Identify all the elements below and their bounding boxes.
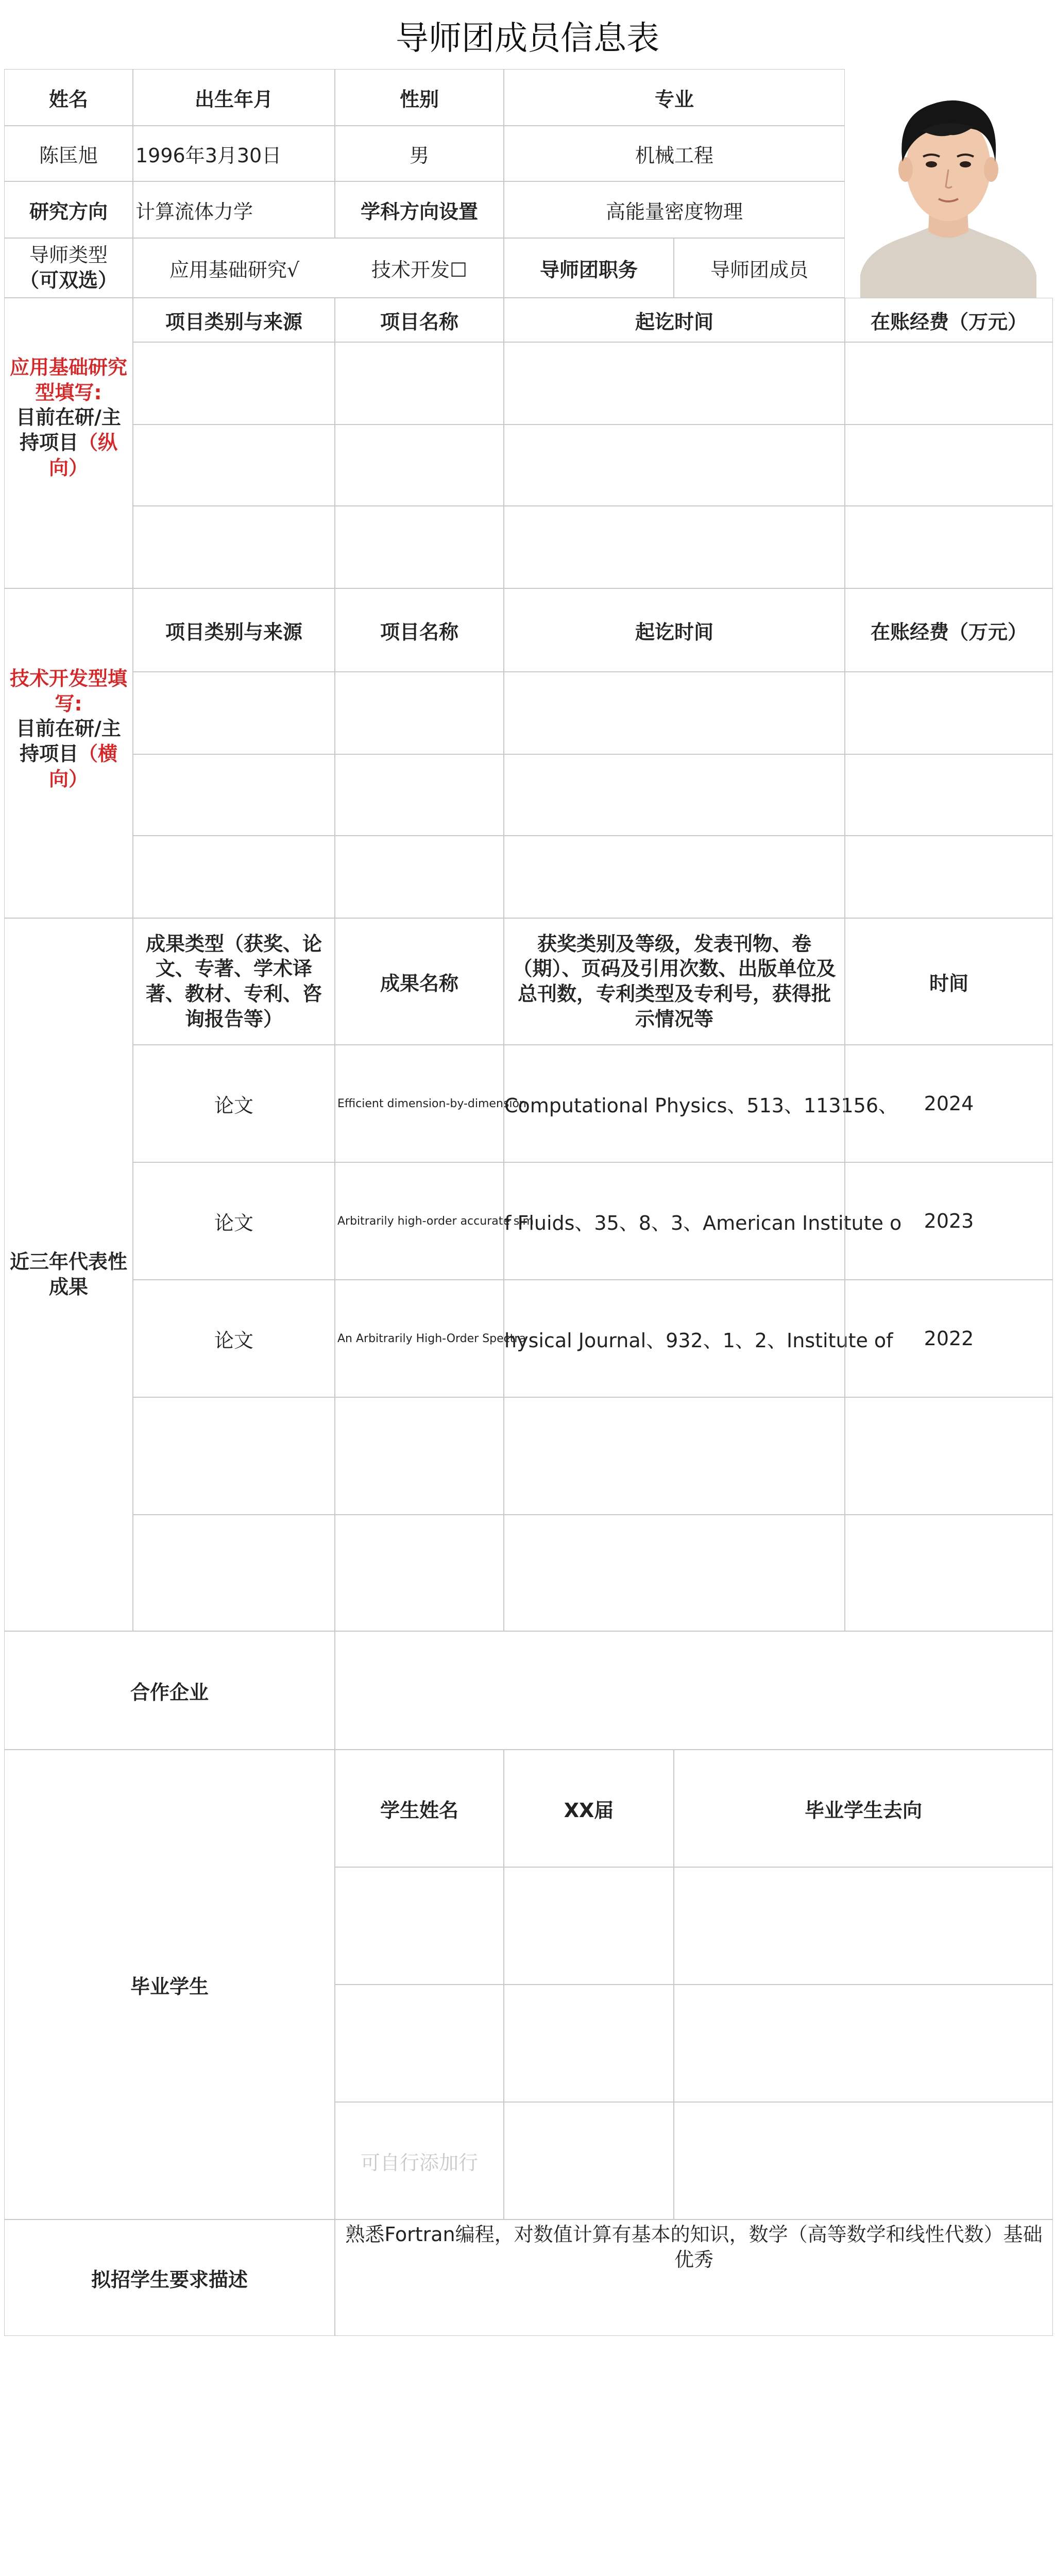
grad-cell[interactable] <box>335 1867 504 1985</box>
grad-header-name: 学生姓名 <box>335 1750 504 1867</box>
applied-cell[interactable] <box>845 506 1053 588</box>
cooperation-label: 合作企业 <box>4 1631 335 1750</box>
ach-empty-cell[interactable] <box>845 1397 1053 1515</box>
birth-value: 1996年3月30日 <box>133 126 335 181</box>
applied-cell[interactable] <box>504 342 845 425</box>
ach-header-name: 成果名称 <box>335 918 504 1045</box>
grad-cell[interactable] <box>504 1985 674 2102</box>
applied-cell[interactable] <box>133 425 335 506</box>
requirements-label: 拟招学生要求描述 <box>4 2219 335 2336</box>
applied-cell[interactable] <box>845 425 1053 506</box>
research-value: 计算流体力学 <box>133 181 335 238</box>
portrait-photo <box>845 69 1052 298</box>
graduates-label: 毕业学生 <box>4 1750 335 2219</box>
applied-header-period: 起讫时间 <box>504 298 845 342</box>
ach-header-year: 时间 <box>845 918 1053 1045</box>
page-title: 导师团成员信息表 <box>396 20 659 58</box>
ach-empty-cell[interactable] <box>133 1515 335 1631</box>
mentor-type-options <box>133 238 504 298</box>
grad-cell[interactable] <box>504 1867 674 1985</box>
applied-cell[interactable] <box>133 506 335 588</box>
ach-row-type: 论文 <box>133 1162 335 1280</box>
ach-row-detail: Computational Physics、513、113156、 <box>504 1045 845 1162</box>
discipline-label: 学科方向设置 <box>335 181 504 238</box>
ach-row-detail: f Fluids、35、8、3、American Institute o <box>504 1162 845 1280</box>
gender-label: 性别 <box>335 69 504 126</box>
grad-cell[interactable] <box>504 2102 674 2219</box>
tech-header-period: 起讫时间 <box>504 588 845 672</box>
ach-empty-cell[interactable] <box>335 1397 504 1515</box>
tech-header-source: 项目类别与来源 <box>133 588 335 672</box>
grad-placeholder-cell[interactable]: 可自行添加行 <box>335 2102 504 2219</box>
tech-label-red2: （横向） <box>48 742 118 790</box>
ach-row-type: 论文 <box>133 1280 335 1397</box>
tech-cell[interactable] <box>845 672 1053 754</box>
grad-header-destination: 毕业学生去向 <box>674 1750 1053 1867</box>
ach-empty-cell[interactable] <box>133 1397 335 1515</box>
tech-cell[interactable] <box>335 754 504 836</box>
tech-cell[interactable] <box>504 754 845 836</box>
discipline-value: 高能量密度物理 <box>504 181 845 238</box>
grad-cell[interactable] <box>335 1985 504 2102</box>
ach-row-year: 2023 <box>845 1162 1053 1280</box>
ach-empty-cell[interactable] <box>504 1397 845 1515</box>
grad-cell[interactable] <box>674 1985 1053 2102</box>
applied-cell[interactable] <box>845 342 1053 425</box>
ach-empty-cell[interactable] <box>335 1515 504 1631</box>
tech-label-black: 目前在研/主持项目 <box>16 717 121 765</box>
ach-empty-cell[interactable] <box>504 1515 845 1631</box>
type-applied-option[interactable]: 应用基础研究√ <box>169 258 300 281</box>
duty-value: 导师团成员 <box>674 238 845 298</box>
achievements-label: 近三年代表性成果 <box>4 918 133 1631</box>
tech-cell[interactable] <box>133 672 335 754</box>
tech-header-funds: 在账经费（万元） <box>845 588 1053 672</box>
applied-label-red2: （纵向） <box>48 431 118 479</box>
ach-row-type: 论文 <box>133 1045 335 1162</box>
ach-row-name: Efficient dimension-by-dimension <box>335 1045 504 1162</box>
tech-cell[interactable] <box>845 836 1053 918</box>
cooperation-value[interactable] <box>335 1631 1053 1750</box>
ach-header-detail: 获奖类别及等级，发表刊物、卷（期）、页码及引用次数、出版单位及总刊数，专利类型及专利号，获得批示情况等 <box>504 918 845 1045</box>
tech-label-red: 技术开发型填写: <box>10 667 128 715</box>
tech-cell[interactable] <box>335 836 504 918</box>
ach-row-year: 2024 <box>845 1045 1053 1162</box>
ach-row-year: 2022 <box>845 1280 1053 1397</box>
duty-label: 导师团职务 <box>504 238 674 298</box>
ach-row-name: An Arbitrarily High-Order Spectra <box>335 1280 504 1397</box>
grad-cell[interactable] <box>674 2102 1053 2219</box>
requirements-text[interactable]: 熟悉Fortran编程，对数值计算有基本的知识，数学（高等数学和线性代数）基础优秀 <box>335 2219 1053 2336</box>
applied-section-label <box>4 298 133 588</box>
type-tech-option[interactable]: 技术开发☐ <box>371 258 468 281</box>
birth-label: 出生年月 <box>133 69 335 126</box>
tech-cell[interactable] <box>504 836 845 918</box>
ach-empty-cell[interactable] <box>845 1515 1053 1631</box>
mentor-type-label-main: 导师类型 <box>29 244 108 267</box>
applied-cell[interactable] <box>504 506 845 588</box>
applied-label-red: 应用基础研究型填写: <box>10 356 128 404</box>
applied-header-funds: 在账经费（万元） <box>845 298 1053 342</box>
tech-cell[interactable] <box>133 754 335 836</box>
tech-section-label <box>4 588 133 918</box>
grad-header-class: XX届 <box>504 1750 674 1867</box>
ach-row-detail: hysical Journal、932、1、2、Institute of <box>504 1280 845 1397</box>
applied-cell[interactable] <box>133 342 335 425</box>
portrait-image <box>845 69 1052 298</box>
tech-cell[interactable] <box>133 836 335 918</box>
applied-header-source: 项目类别与来源 <box>133 298 335 342</box>
name-value: 陈匡旭 <box>4 126 133 181</box>
applied-cell[interactable] <box>335 506 504 588</box>
major-label: 专业 <box>504 69 845 126</box>
gender-value: 男 <box>335 126 504 181</box>
applied-cell[interactable] <box>335 425 504 506</box>
name-label: 姓名 <box>4 69 133 126</box>
tech-cell[interactable] <box>504 672 845 754</box>
applied-cell[interactable] <box>504 425 845 506</box>
applied-label-black: 目前在研/主持项目 <box>16 406 121 454</box>
research-label: 研究方向 <box>4 181 133 238</box>
mentor-type-label <box>4 238 133 298</box>
major-value: 机械工程 <box>504 126 845 181</box>
ach-header-type: 成果类型（获奖、论文、专著、学术译著、教材、专利、咨询报告等） <box>133 918 335 1045</box>
mentor-type-label-note: （可双选） <box>19 269 117 292</box>
tech-cell[interactable] <box>845 754 1053 836</box>
applied-header-name: 项目名称 <box>335 298 504 342</box>
applied-cell[interactable] <box>335 342 504 425</box>
tech-cell[interactable] <box>335 672 504 754</box>
tech-header-name: 项目名称 <box>335 588 504 672</box>
ach-row-name: Arbitrarily high-order accurate sim <box>335 1162 504 1280</box>
grad-cell[interactable] <box>674 1867 1053 1985</box>
